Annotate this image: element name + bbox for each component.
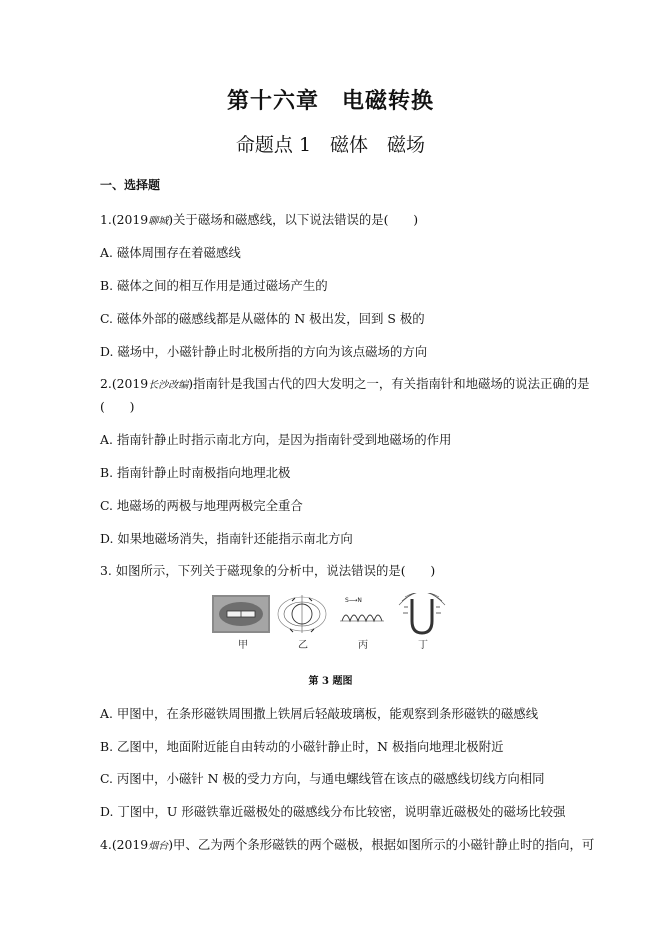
figure-yi	[278, 595, 326, 651]
question-text: )指南针是我国古代的四大发明之一，有关指南针和地磁场的说法正确的是	[188, 376, 590, 391]
section-title: 命题点 1 磁体 磁场	[235, 134, 426, 156]
question-2-option-b: B. 指南针静止时南极指向地理北极	[100, 465, 291, 480]
svg-text:S⟶N: S⟶N	[345, 597, 362, 604]
figure-bing	[340, 597, 384, 651]
question-source: 聊城	[148, 216, 169, 227]
question-2-stem-continued: ( )	[100, 399, 135, 414]
question-2-option-c: C. 地磁场的两极与地理两极完全重合	[100, 498, 303, 513]
question-1-stem	[100, 210, 418, 228]
question-1-option-c: C. 磁体外部的磁感线都是从磁体的 N 极出发，回到 S 极的	[100, 311, 425, 326]
figure-label-ding: 丁	[418, 640, 428, 651]
question-1-option-b: B. 磁体之间的相互作用是通过磁场产生的	[100, 278, 328, 293]
question-3-option-c: C. 丙图中，小磁针 N 极的受力方向，与通电螺线管在该点的磁感线切线方向相同	[100, 771, 545, 786]
question-text: )关于磁场和磁感线，以下说法错误的是( )	[168, 212, 419, 227]
question-number: 2.	[100, 376, 112, 391]
section-heading: 一、选择题	[100, 178, 161, 192]
question-1-option-d: D. 磁场中，小磁针静止时北极所指的方向为该点磁场的方向	[100, 344, 428, 359]
question-1-option-a: A. 磁体周围存在着磁感线	[100, 245, 241, 260]
question-number: 4.	[100, 837, 112, 852]
question-text: )甲、乙为两个条形磁铁的两个磁极，根据如图所示的小磁针静止时的指向，可	[168, 837, 595, 852]
chapter-title: 第十六章 电磁转换	[226, 88, 434, 114]
question-source: 长沙改编	[148, 380, 189, 391]
figure-label-yi: 乙	[298, 640, 308, 651]
question-3-option-d: D. 丁图中，U 形磁铁靠近磁极处的磁感线分布比较密，说明靠近磁极处的磁场比较强	[100, 804, 566, 819]
question-2-option-a: A. 指南针静止时指示南北方向，是因为指南针受到地磁场的作用	[100, 432, 452, 447]
question-3-option-b: B. 乙图中，地面附近能自由转动的小磁针静止时，N 极指向地理北极附近	[100, 739, 504, 754]
question-3-option-a: A. 甲图中，在条形磁铁周围撒上铁屑后轻敲玻璃板，能观察到条形磁铁的磁感线	[100, 706, 539, 721]
question-source: 烟台	[148, 841, 169, 852]
question-4-stem	[100, 835, 594, 853]
figure-jia	[212, 595, 270, 651]
question-3-stem: 3. 如图所示，下列关于磁现象的分析中，说法错误的是( )	[100, 563, 436, 578]
question-year: (2019	[111, 837, 149, 852]
figure-label-bing: 丙	[358, 640, 368, 651]
figure-label-jia: 甲	[238, 640, 248, 651]
question-2-stem	[100, 374, 590, 392]
question-3-figure	[212, 593, 457, 653]
question-year: (2019	[111, 376, 149, 391]
question-2-option-d: D. 如果地磁场消失，指南针还能指示南北方向	[100, 531, 353, 546]
question-number: 1.	[100, 212, 112, 227]
question-year: (2019	[111, 212, 149, 227]
figure-caption: 第 3 题图	[308, 676, 353, 687]
figure-ding	[399, 593, 445, 651]
